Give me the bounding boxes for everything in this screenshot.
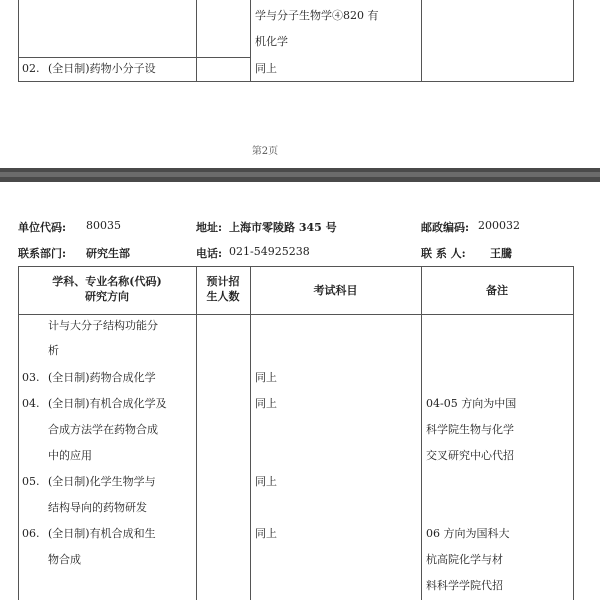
page-separator (0, 168, 600, 182)
note-text: 06 方向为国科大 (426, 527, 510, 540)
header-exam-subjects: 考试科目 (313, 284, 358, 297)
contact-label: 联 系 人: (421, 247, 466, 260)
exam-subjects-fragment-line: 机化学 (255, 35, 288, 48)
unit-code-label: 单位代码: (18, 221, 67, 234)
row-number: 03. (22, 371, 40, 384)
exam-subjects: 同上 (255, 527, 277, 540)
research-direction-name: (全日制)药物小分子设 (48, 62, 156, 75)
research-direction-name: 合成方法学在药物合成 (48, 423, 158, 436)
dept-label: 联系部门: (18, 247, 67, 260)
contact-value: 王騰 (490, 247, 512, 260)
address-value: 上海市零陵路 345 号 (229, 221, 337, 234)
exam-subjects: 同上 (255, 371, 277, 384)
research-direction-continuation: 析 (48, 344, 59, 357)
research-direction-name: (全日制)有机合成和生 (48, 527, 156, 540)
row-number: 04. (22, 397, 40, 410)
header-discipline-line1: 学科、专业名称(代码) (52, 275, 162, 288)
exam-subjects: 同上 (255, 397, 277, 410)
header-planned-enrollment (196, 274, 250, 304)
header-discipline (18, 274, 196, 304)
phone-value: 021-54925238 (229, 245, 310, 258)
research-direction-continuation: 计与大分子结构功能分 (48, 319, 158, 332)
research-direction-name: (全日制)药物合成化学 (48, 371, 156, 384)
research-direction-name: 结构导向的药物研发 (48, 501, 147, 514)
postcode-label: 邮政编码: (421, 221, 470, 234)
row-number: 02. (22, 62, 40, 75)
research-direction-name: (全日制)有机合成化学及 (48, 397, 167, 410)
page-number: 第2页 (251, 146, 279, 157)
header-planned-line2: 生人数 (206, 290, 240, 303)
header-discipline-line2: 研究方向 (85, 290, 129, 303)
note-text: 科学院生物与化学 (426, 423, 514, 436)
note-text: 杭高院化学与材 (426, 553, 503, 566)
unit-code-value: 80035 (86, 219, 121, 232)
note-text: 04-05 方向为中国 (426, 397, 517, 410)
header-notes: 备注 (486, 284, 508, 297)
note-text: 交叉研究中心代招 (426, 449, 514, 462)
exam-subjects: 同上 (255, 475, 277, 488)
note-text: 料科学学院代招 (426, 579, 503, 592)
research-direction-name: 中的应用 (48, 449, 92, 462)
row-number: 06. (22, 527, 40, 540)
exam-subjects-fragment-line: 学与分子生物学④820 有 (255, 9, 379, 22)
research-direction-name: (全日制)化学生物学与 (48, 475, 156, 488)
research-direction-name: 物合成 (48, 553, 81, 566)
row-number: 05. (22, 475, 40, 488)
dept-value: 研究生部 (86, 247, 130, 260)
phone-label: 电话: (196, 247, 223, 260)
postcode-value: 200032 (478, 219, 520, 232)
exam-subjects: 同上 (255, 62, 277, 75)
header-planned-line1: 预计招 (206, 275, 240, 288)
address-label: 地址: (196, 221, 223, 234)
